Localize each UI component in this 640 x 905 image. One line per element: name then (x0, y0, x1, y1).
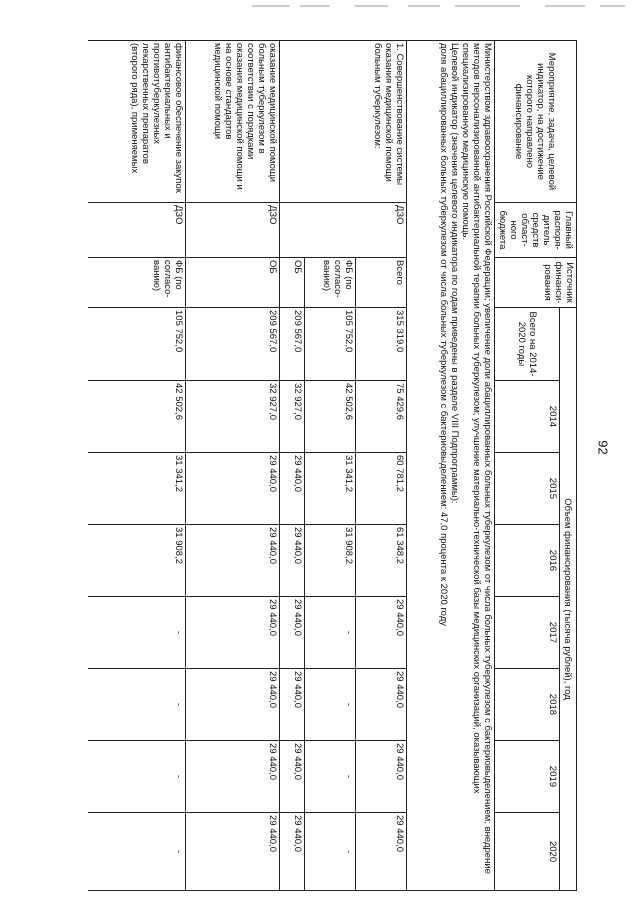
value-cell: 32 927,0 (186, 381, 280, 453)
page-number: 92 (595, 440, 611, 455)
value-cell: - (305, 813, 356, 891)
header-year: 2016 (495, 525, 560, 597)
source-cell: ФБ (по согласо-ванию) (88, 258, 186, 308)
value-cell: 31 341,2 (305, 453, 356, 525)
value-cell: 29 440,0 (356, 741, 407, 813)
value-cell: 29 440,0 (280, 741, 305, 813)
intro-paragraph: Министерством здравоохранения Российской Федерации; увеличение доли абациллированных больных туберкулезом от числа больных туберкулезом с бактериовыделением; внедрение методов персонализированной антибактериальной терапии больных туберкулезом; улучшение материально-технической базы медицинских организаций, оказывающих специализированную медицинскую помощь. (460, 43, 493, 874)
value-cell: - (305, 597, 356, 669)
value-cell: 61 348,2 (356, 525, 407, 597)
value-cell: - (88, 669, 186, 741)
financing-table (88, 40, 577, 891)
value-cell: 29 440,0 (356, 669, 407, 741)
value-cell: 29 440,0 (356, 813, 407, 891)
activity-cell: оказание медицинской помощи больным туберкулезом в соответствии с порядками оказания медицинской помощи и на основе стандартов медицинской помощи (186, 41, 280, 203)
header-activity: Мероприятие, задача, целевой индикатор, на достижение которого направлено финансирование (495, 41, 577, 203)
total-cell: 105 752,0 (305, 308, 356, 381)
value-cell: 31 908,2 (305, 525, 356, 597)
value-cell: - (305, 741, 356, 813)
manager-cell: ДЗО (280, 203, 407, 258)
value-cell: 29 440,0 (280, 669, 305, 741)
rotated-table-container (79, 40, 577, 890)
intro-paragraph: Целевой индикатор (значения целевого индикатора по годам приведены в разделе VIII Подпрограммы): (449, 43, 460, 504)
value-cell: 42 502,6 (88, 381, 186, 453)
value-cell: 75 429,6 (356, 381, 407, 453)
value-cell: 42 502,6 (305, 381, 356, 453)
header-year: 2017 (495, 597, 560, 669)
activity-cell: 1. Совершенствование системы оказания медицинской помощи больным туберкулезом: (280, 41, 407, 203)
total-cell: 209 567,0 (280, 308, 305, 381)
activity-cell: финансовое обеспечение закупок антибактериальных и противотуберкулезных лекарственных препаратов (второго ряда), применяемых (88, 41, 186, 203)
value-cell: 29 440,0 (280, 525, 305, 597)
total-cell: 105 752,0 (88, 308, 186, 381)
source-cell: ОБ (280, 258, 305, 308)
value-cell: 29 440,0 (186, 597, 280, 669)
value-cell: 31 908,2 (88, 525, 186, 597)
value-cell: 29 440,0 (186, 813, 280, 891)
value-cell: 31 341,2 (88, 453, 186, 525)
value-cell: 29 440,0 (356, 597, 407, 669)
header-source: Источник финанси-рования (495, 258, 577, 308)
value-cell: 60 781,2 (356, 453, 407, 525)
value-cell: - (88, 813, 186, 891)
scan-edge-marks (0, 0, 640, 20)
total-cell: 209 567,0 (186, 308, 280, 381)
value-cell: 29 440,0 (186, 453, 280, 525)
value-cell: 29 440,0 (186, 669, 280, 741)
value-cell: - (88, 597, 186, 669)
value-cell: - (88, 741, 186, 813)
source-cell: ОБ (186, 258, 280, 308)
manager-cell: ДЗО (186, 203, 280, 258)
intro-text-cell (407, 41, 495, 891)
value-cell: 32 927,0 (280, 381, 305, 453)
header-year: 2019 (495, 741, 560, 813)
header-total: Всего на 2014-2020 годы (495, 308, 560, 381)
total-cell: 315 319,0 (356, 308, 407, 381)
value-cell: 29 440,0 (186, 525, 280, 597)
value-cell: - (305, 669, 356, 741)
header-manager: Главный распоря-дитель средств област-ного бюджета (495, 203, 577, 258)
value-cell: 29 440,0 (280, 453, 305, 525)
intro-paragraph: доля абациллированных больных туберкулезом от числа больных туберкулезом с бактериовыделением: 47,0 процента к 2020 году (438, 43, 449, 627)
source-cell: Всего (356, 258, 407, 308)
value-cell: 29 440,0 (280, 813, 305, 891)
manager-cell: ДЗО (88, 203, 186, 258)
header-year: 2015 (495, 453, 560, 525)
value-cell: 29 440,0 (186, 741, 280, 813)
header-year: 2020 (495, 813, 560, 891)
header-year: 2014 (495, 381, 560, 453)
value-cell: 29 440,0 (280, 597, 305, 669)
source-cell: ФБ (по согласо-ванию) (305, 258, 356, 308)
header-volume: Объем финансирования (тысяча рублей), год (560, 308, 577, 891)
header-year: 2018 (495, 669, 560, 741)
